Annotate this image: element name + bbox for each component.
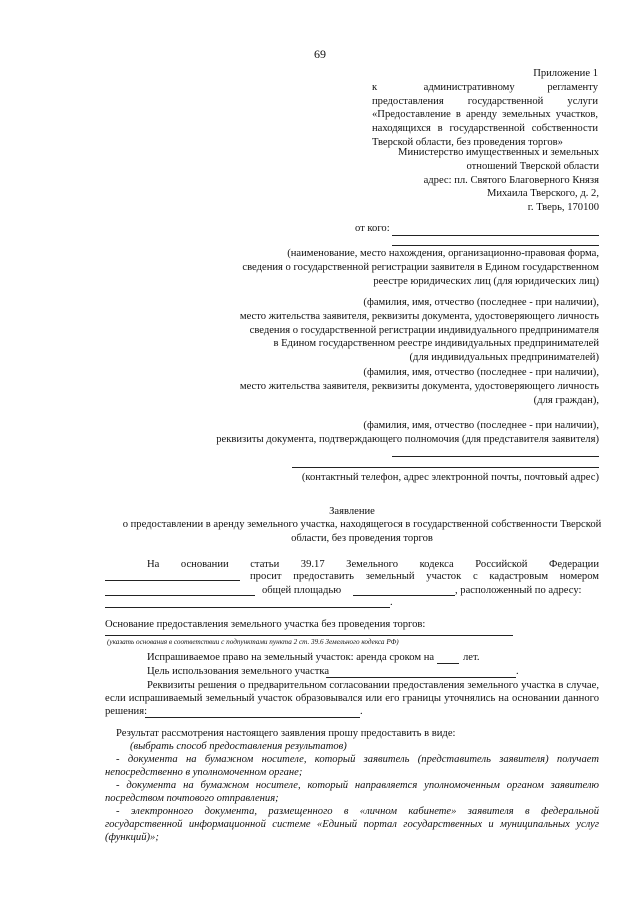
- ip-hint-1: (фамилия, имя, отчество (последнее - при наличии),: [363, 297, 599, 308]
- rep-hint-1: (фамилия, имя, отчество (последнее - при наличии),: [363, 420, 599, 431]
- appendix-line5: Тверской области, без проведения торгов»: [372, 136, 563, 148]
- right-years: лет.: [463, 652, 480, 663]
- citizen-hint-1: (фамилия, имя, отчество (последнее - при наличии),: [363, 367, 599, 378]
- option2-line1[interactable]: - документа на бумажном носителе, который направляется уполномоченным органом заявителю: [116, 780, 599, 791]
- from-label: от кого:: [355, 223, 390, 234]
- statement-subtitle: [100, 518, 624, 546]
- appendix-block: [372, 67, 598, 150]
- ip-hint-4: в Едином государственном реестре индивидуальных предпринимателей: [273, 338, 599, 350]
- statement-subtitle-2: области, без проведения торгов: [291, 532, 433, 544]
- contacts-field-line1[interactable]: [392, 456, 599, 457]
- addressee-line3: адрес: пл. Святого Благоверного Князя: [423, 174, 599, 186]
- addressee-block: [370, 146, 599, 215]
- option1-line1[interactable]: - документа на бумажном носителе, который заявитель (представитель заявителя) получает: [116, 754, 599, 765]
- option1-line2: непосредственно в уполномоченном органе;: [105, 767, 303, 778]
- decision-end: .: [360, 706, 363, 717]
- from-field-line1[interactable]: [392, 235, 599, 236]
- decision-line1: Реквизиты решения о предварительном согласовании предоставления земельного участка в случае,: [147, 680, 599, 691]
- result-hint: (выбрать способ предоставления результатов): [130, 741, 347, 752]
- ip-hint-3: сведения о государственной регистрации индивидуального предпринимателя: [249, 324, 599, 336]
- p1-line2: просит предоставить земельный участок с кадастровым номером: [250, 571, 599, 582]
- from-field-line2[interactable]: [392, 245, 599, 246]
- grounds-field[interactable]: [105, 635, 513, 636]
- p1-line1: На основании статьи 39.17 Земельного кодекса Российской Федерации: [147, 559, 599, 570]
- appendix-regulation: административному регламенту: [423, 81, 598, 93]
- appendix-line4: находящихся в государственной собственности: [372, 123, 598, 135]
- p1-area-label: общей площадью: [262, 585, 342, 596]
- appendix-title: Приложение 1: [533, 68, 598, 79]
- citizen-hint-3: (для граждан),: [533, 394, 599, 406]
- purpose-field[interactable]: [326, 677, 516, 678]
- addressee-line4: Михаила Тверского, д. 2,: [486, 188, 599, 200]
- address-field[interactable]: [105, 607, 390, 608]
- statement-subtitle-1: о предоставлении в аренду земельного участка, находящегося в государственной собственности Тверской: [122, 519, 602, 530]
- grounds-hint: (указать основания в соответствии с подпунктами пункта 2 ст. 39.6 Земельного кодекса РФ): [107, 638, 399, 646]
- purpose-end: .: [516, 666, 519, 677]
- option2-line2: посредством почтового отправления;: [105, 793, 279, 804]
- p1-line4-end: .: [390, 597, 393, 608]
- ip-hint-5: (для индивидуальных предпринимателей): [409, 352, 599, 364]
- statement-title: Заявление: [329, 506, 375, 517]
- addressee-line2: отношений Тверской области: [466, 160, 599, 172]
- ip-hint: [200, 296, 599, 365]
- option3-line3: (функций)»;: [105, 832, 159, 843]
- ip-hint-2: место жительства заявителя, реквизиты документа, удостоверяющего личность: [239, 310, 599, 322]
- right-label: Испрашиваемое право на земельный участок: аренда сроком на: [147, 652, 435, 663]
- option3-line2: государственной информационной системе «Единый портал государственных и муниципальных услуг: [105, 819, 599, 830]
- legal-entity-hint: [200, 247, 599, 288]
- appendix-k: к: [372, 81, 378, 93]
- addressee-line1: Министерство имущественных и земельных: [398, 147, 599, 158]
- p1-address-label: , расположенный по адресу:: [455, 585, 582, 596]
- legal-hint-2: сведения о государственной регистрации заявителя в Едином государственном: [242, 261, 599, 273]
- lease-term-field[interactable]: [437, 663, 459, 664]
- result-title: Результат рассмотрения настоящего заявления прошу предоставить в виде:: [116, 728, 456, 739]
- decision-line2: если испрашиваемый земельный участок образовывался или его границы уточнялись на основании данного: [105, 693, 599, 704]
- purpose-label: Цель использования земельного участка: [147, 666, 330, 677]
- applicant-name-field[interactable]: [105, 580, 240, 581]
- grounds-label: Основание предоставления земельного участка без проведения торгов:: [105, 619, 426, 630]
- contacts-field-line2[interactable]: [292, 467, 599, 468]
- citizen-hint-2: место жительства заявителя, реквизиты документа, удостоверяющего личность: [239, 380, 599, 392]
- area-field[interactable]: [353, 595, 455, 596]
- appendix-line-k: [372, 81, 598, 95]
- appendix-line2: предоставления государственной услуги: [372, 95, 598, 107]
- representative-hint: [150, 419, 599, 447]
- appendix-line3: «Предоставление в аренду земельных участков,: [372, 109, 598, 121]
- addressee-line5: г. Тверь, 170100: [527, 202, 599, 214]
- decision-field[interactable]: [145, 717, 360, 718]
- legal-hint-1: (наименование, место нахождения, организационно-правовая форма,: [287, 248, 599, 259]
- cadastral-number-field[interactable]: [105, 595, 255, 596]
- citizen-hint: [200, 366, 599, 407]
- option3-line1[interactable]: - электронного документа, размещенного в «личном кабинете» заявителя в федеральной: [116, 806, 599, 817]
- contacts-hint: (контактный телефон, адрес электронной почты, почтовый адрес): [301, 472, 599, 483]
- rep-hint-2: реквизиты документа, подтверждающего полномочия (для представителя заявителя): [216, 433, 599, 445]
- legal-hint-3: реестре юридических лиц (для юридических лиц): [373, 275, 599, 287]
- page-number: 69: [314, 47, 326, 61]
- decision-line3: решения:: [105, 706, 148, 717]
